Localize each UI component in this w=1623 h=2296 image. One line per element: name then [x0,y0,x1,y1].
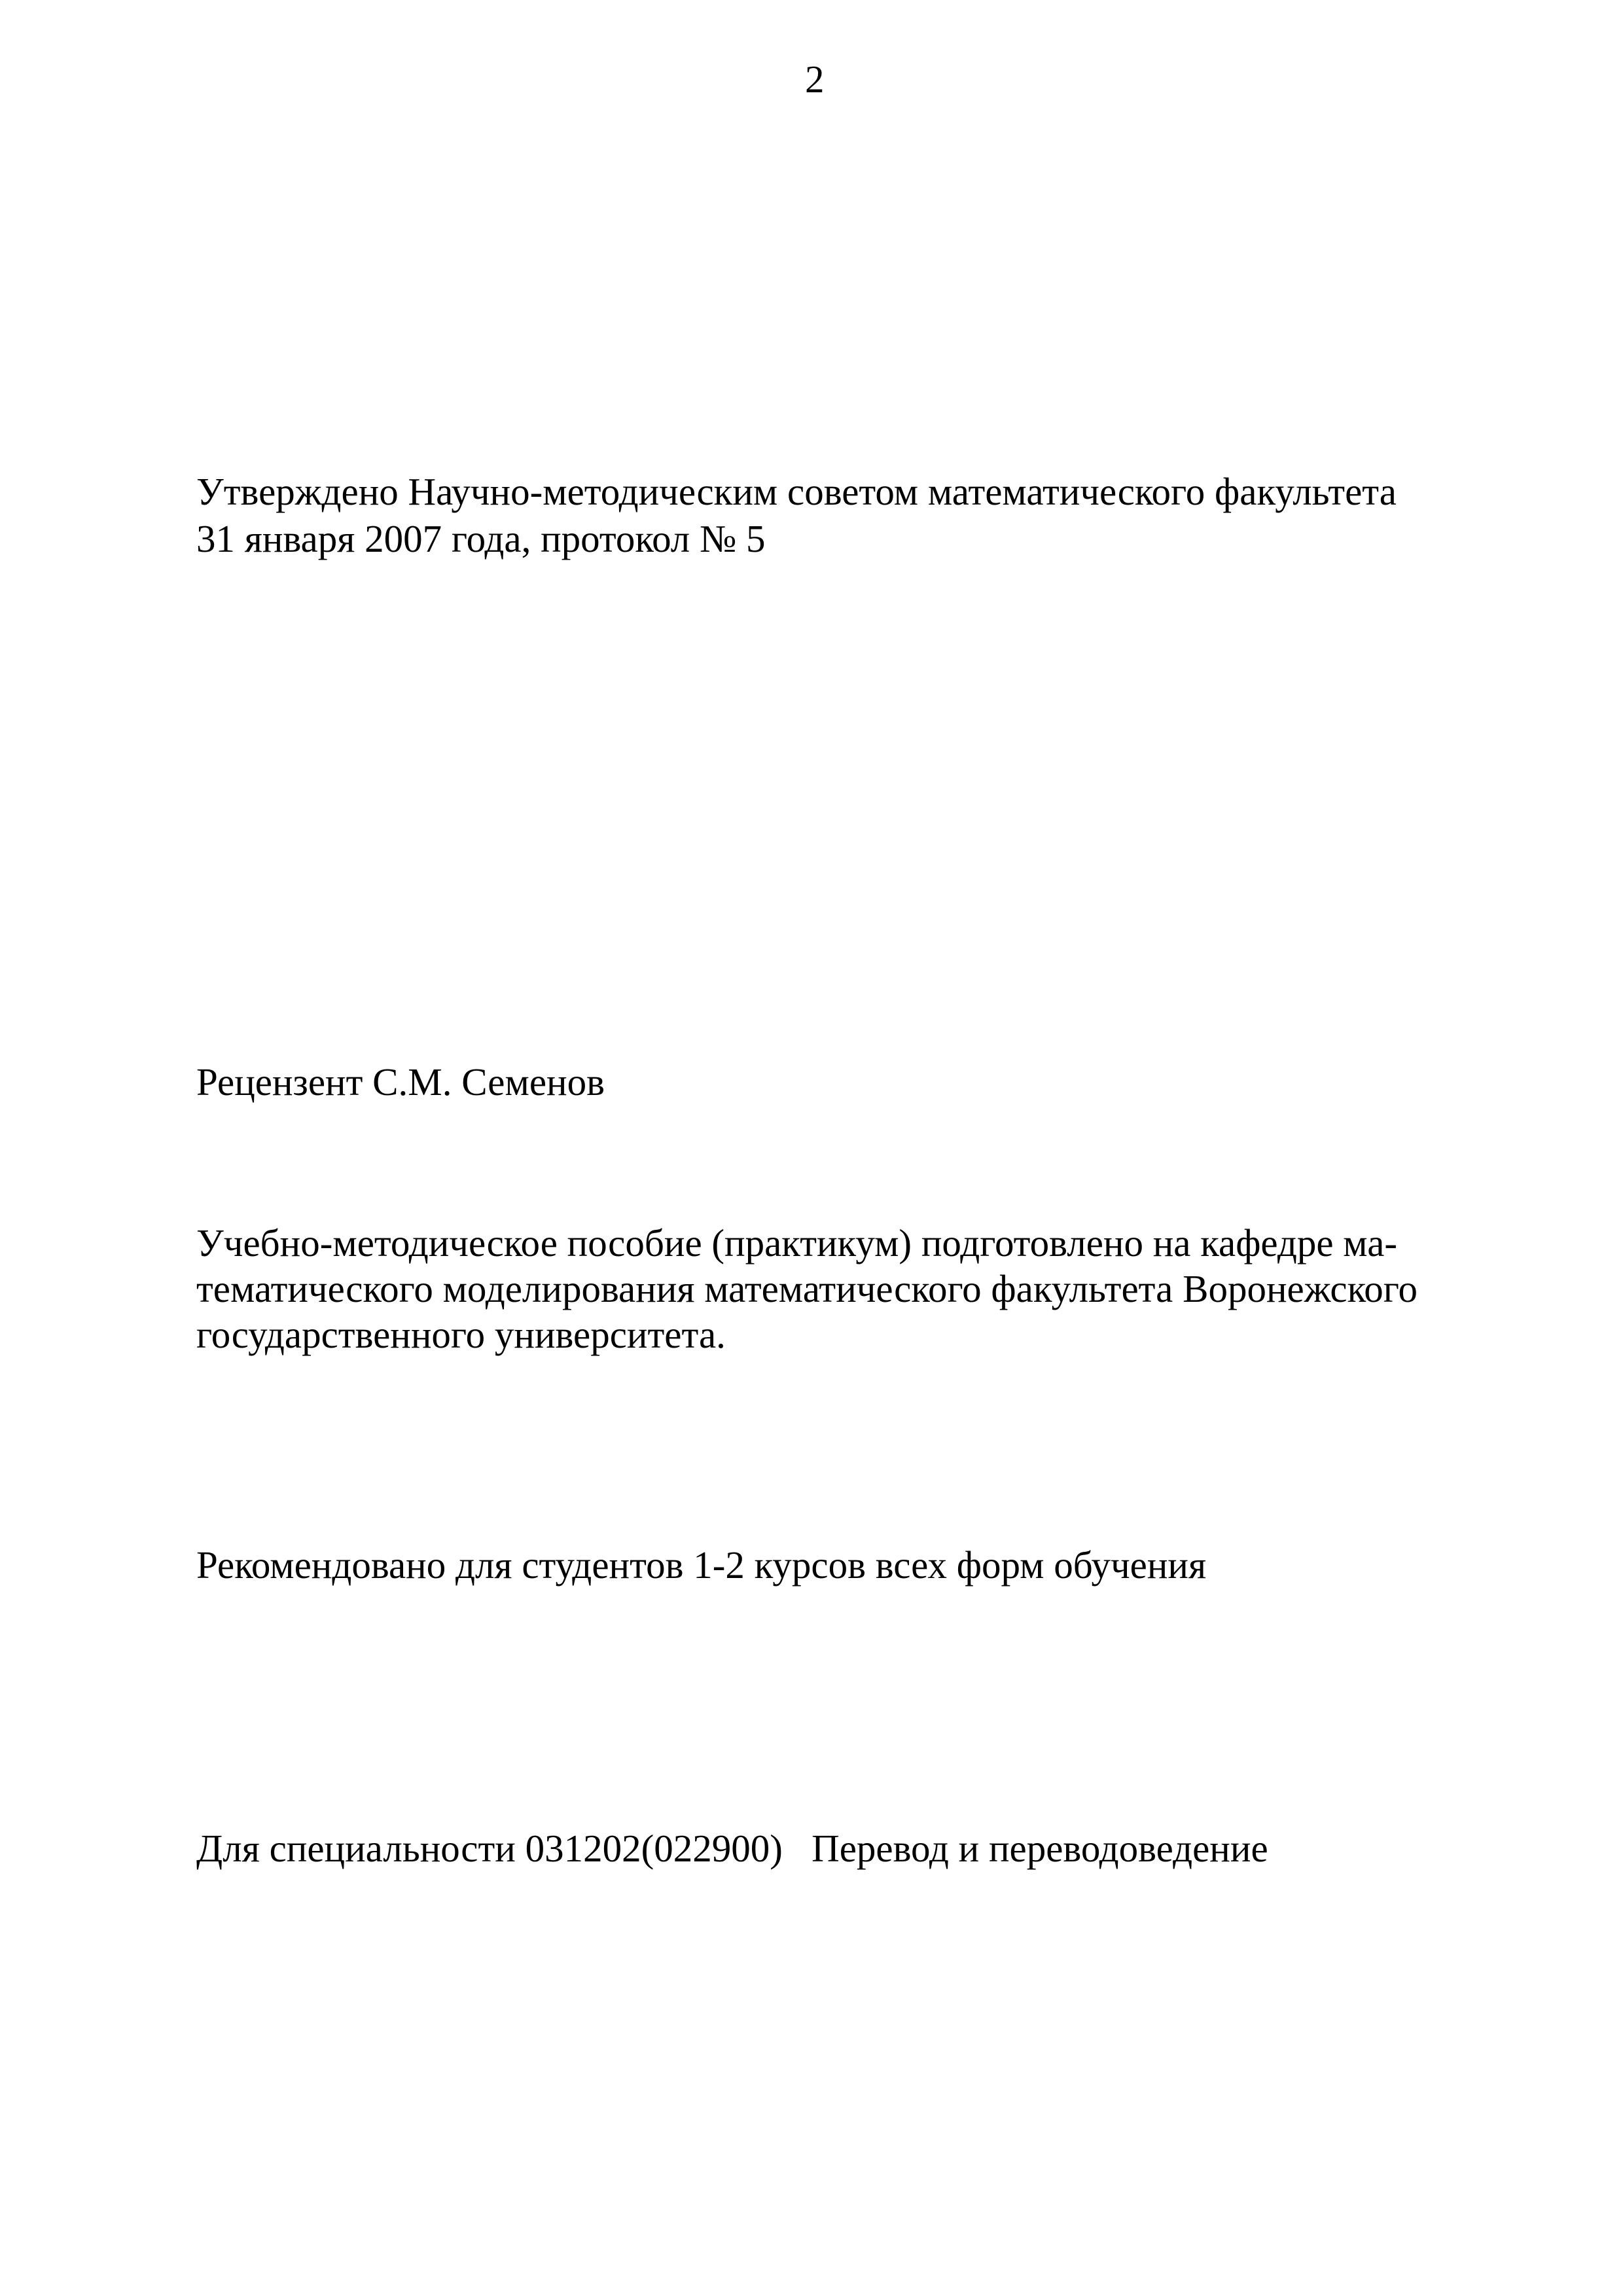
page-number: 2 [805,58,825,101]
recommendation: Рекомендовано для студентов 1-2 курсов всех форм обучения [196,1543,1207,1587]
description-line-2: тематического моделирования математического факультета Воронежского [196,1267,1418,1310]
specialty: Для специальности 031202(022900) Перевод и переводоведение [196,1827,1268,1870]
description-line-3: государственного университета. [196,1313,726,1356]
approval-line-2: 31 января 2007 года, протокол № 5 [196,517,766,560]
approval-line-1: Утверждено Научно-методическим советом математического факультета [196,470,1397,513]
reviewer: Рецензент С.М. Семенов [196,1060,605,1103]
description-line-1: Учебно-методическое пособие (практикум) подготовлено на кафедре ма- [196,1221,1398,1265]
